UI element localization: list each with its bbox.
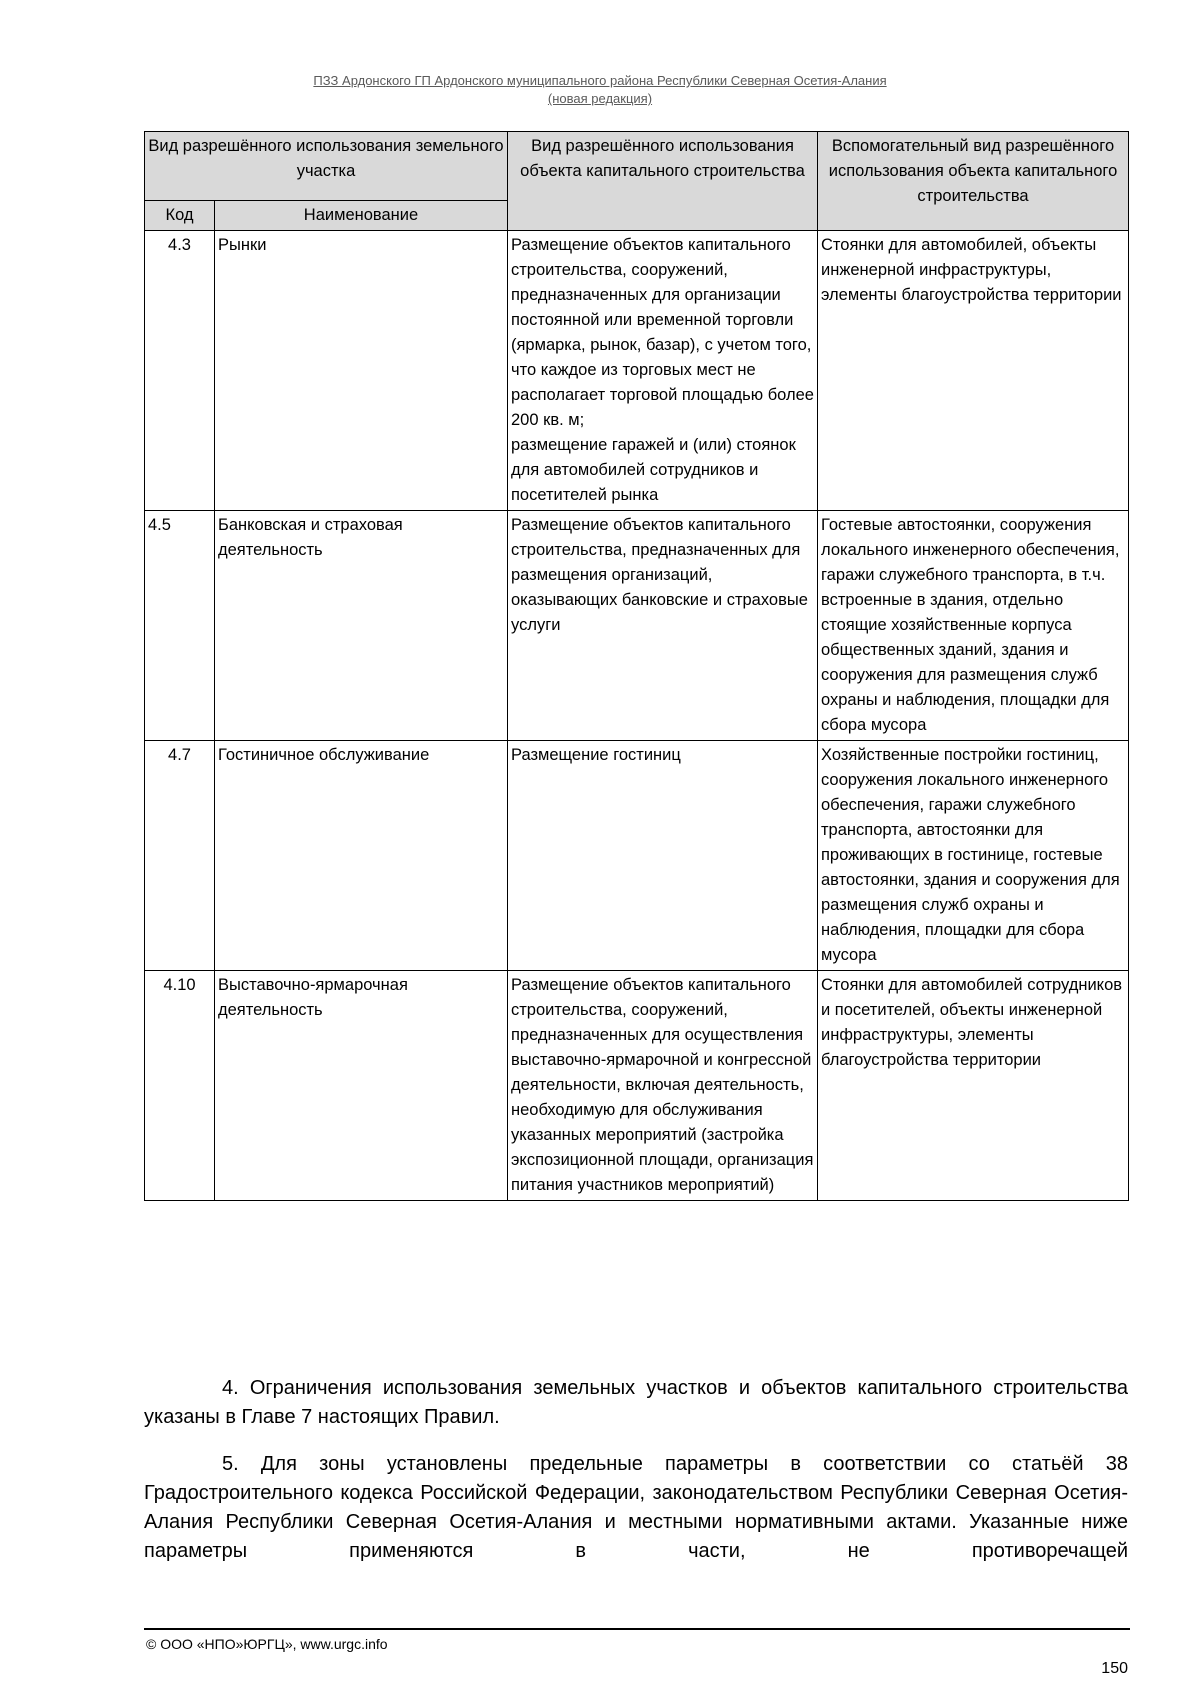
row-code: 4.10 xyxy=(145,971,215,1201)
page-number: 150 xyxy=(1101,1660,1128,1677)
row-object: Размещение объектов капитального строительства, сооружений, предназначенных для осуществления выставочно-ярмарочной и конгрессной деятельности, включая деятельность, необходимую для обслуживания указанных мероприятий (застройка экспозиционной площади, организация питания участников мероприятий) xyxy=(508,971,818,1201)
footer-copyright: © ООО «НПО»ЮРГЦ», www.urgc.info xyxy=(146,1636,388,1652)
permitted-use-table xyxy=(144,131,1129,1201)
row-code: 4.5 xyxy=(145,511,215,741)
row-object: Размещение объектов капитального строительства, предназначенных для размещения организаций, оказывающих банковские и страховые услуги xyxy=(508,511,818,741)
col-name-header: Наименование xyxy=(215,201,508,231)
col-aux-header: Вспомогательный вид разрешённого использования объекта капитального строительства xyxy=(818,132,1129,231)
table-row xyxy=(145,231,1129,511)
row-aux: Стоянки для автомобилей сотрудников и посетителей, объекты инженерной инфраструктуры, элементы благоустройства территории xyxy=(818,971,1129,1201)
row-name: Рынки xyxy=(215,231,508,511)
col-object-header: Вид разрешённого использования объекта капитального строительства xyxy=(508,132,818,231)
row-name: Банковская и страховая деятельность xyxy=(215,511,508,741)
table-header-row xyxy=(145,132,1129,201)
row-name: Гостиничное обслуживание xyxy=(215,741,508,971)
table-row xyxy=(145,971,1129,1201)
row-aux: Хозяйственные постройки гостиниц, сооружения локального инженерного обеспечения, гаражи служебного транспорта, автостоянки для проживающих в гостинице, гостевые автостоянки, здания и сооружения для размещения служб охраны и наблюдения, площадки для сбора мусора xyxy=(818,741,1129,971)
row-code: 4.3 xyxy=(145,231,215,511)
row-aux: Стоянки для автомобилей, объекты инженерной инфраструктуры, элементы благоустройства территории xyxy=(818,231,1129,511)
paragraph-5: 5. Для зоны установлены предельные параметры в соответствии со статьёй 38 Градостроительного кодекса Российской Федерации, законодательством Республики Северная Осетия-Алания Республики Северная Осетия-Алания и местными нормативными актами. Указанные ниже параметры применяются в части, не противоречащей xyxy=(144,1453,1128,1562)
row-aux: Гостевые автостоянки, сооружения локального инженерного обеспечения, гаражи служебного транспорта, в т.ч. встроенные в здания, отдельно стоящие хозяйственные корпуса общественных зданий, здания и сооружения для размещения служб охраны и наблюдения, площадки для сбора мусора xyxy=(818,511,1129,741)
paragraph-4: 4. Ограничения использования земельных участков и объектов капитального строительства указаны в Главе 7 настоящих Правил. xyxy=(144,1377,1128,1428)
table-row xyxy=(145,511,1129,741)
page-header xyxy=(0,72,1200,108)
table-row xyxy=(145,741,1129,971)
col-code-header: Код xyxy=(145,201,215,231)
row-object: Размещение гостиниц xyxy=(508,741,818,971)
col-group-header: Вид разрешённого использования земельного участка xyxy=(145,132,508,201)
row-code: 4.7 xyxy=(145,741,215,971)
footer-divider xyxy=(144,1628,1130,1630)
header-line-2: (новая редакция) xyxy=(547,91,653,106)
header-line-1: ПЗЗ Ардонского ГП Ардонского муниципального района Республики Северная Осетия-Алания xyxy=(313,73,887,88)
row-name: Выставочно-ярмарочная деятельность xyxy=(215,971,508,1201)
row-object: Размещение объектов капитального строительства, сооружений, предназначенных для организации постоянной или временной торговли (ярмарка, рынок, базар), с учетом того, что каждое из торговых мест не располагает торговой площадью более 200 кв. м; размещение гаражей и (или) стоянок для автомобилей сотрудников и посетителей рынка xyxy=(508,231,818,511)
